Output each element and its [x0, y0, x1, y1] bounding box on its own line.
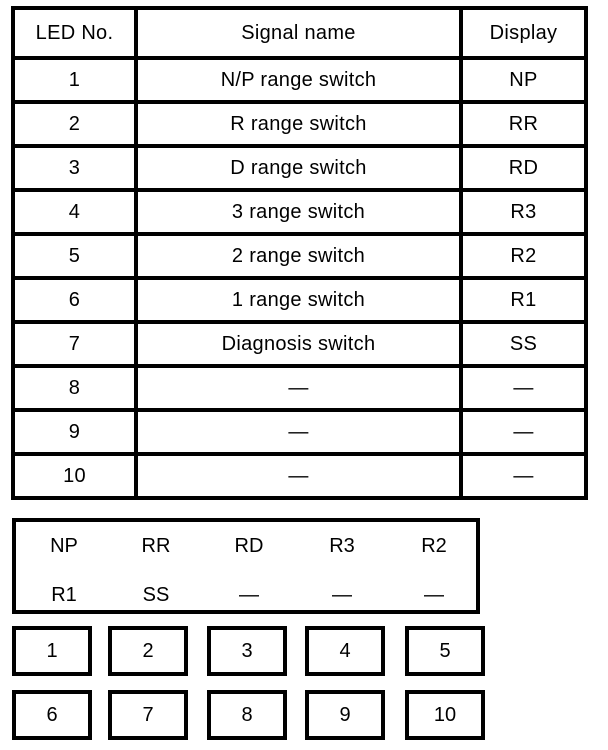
signal-name-cell: Diagnosis switch — [136, 322, 461, 366]
display-panel-label: — — [239, 584, 259, 606]
display-cell: — — [461, 410, 586, 454]
led-no-cell: 6 — [13, 278, 136, 322]
display-cell: NP — [461, 58, 586, 102]
led-box: 10 — [405, 690, 485, 740]
led-box: 1 — [12, 626, 92, 676]
header-led-no: LED No. — [13, 8, 136, 58]
display-panel-label: R2 — [421, 535, 447, 557]
display-panel-label: NP — [50, 535, 78, 557]
display-cell: R2 — [461, 234, 586, 278]
display-panel-label: — — [332, 584, 352, 606]
table-row — [13, 278, 586, 322]
led-no-cell: 1 — [13, 58, 136, 102]
signal-name-cell: — — [136, 454, 461, 498]
table-row — [13, 322, 586, 366]
led-no-cell: 7 — [13, 322, 136, 366]
led-no-cell: 2 — [13, 102, 136, 146]
led-box: 3 — [207, 626, 287, 676]
table-row — [13, 146, 586, 190]
display-cell: SS — [461, 322, 586, 366]
display-panel-label: SS — [142, 584, 170, 606]
display-panel-label: R3 — [329, 535, 355, 557]
led-box: 5 — [405, 626, 485, 676]
signal-name-cell: 1 range switch — [136, 278, 461, 322]
display-cell: R1 — [461, 278, 586, 322]
led-no-cell: 4 — [13, 190, 136, 234]
signal-name-cell: 3 range switch — [136, 190, 461, 234]
led-box: 6 — [12, 690, 92, 740]
led-no-cell: 10 — [13, 454, 136, 498]
led-no-cell: 5 — [13, 234, 136, 278]
table-row — [13, 234, 586, 278]
led-box: 4 — [305, 626, 385, 676]
display-cell: — — [461, 366, 586, 410]
table-row — [13, 366, 586, 410]
led-no-cell: 8 — [13, 366, 136, 410]
signal-name-cell: N/P range switch — [136, 58, 461, 102]
led-box: 2 — [108, 626, 188, 676]
signal-name-cell: — — [136, 410, 461, 454]
display-panel-label: — — [424, 584, 444, 606]
table-header-row — [13, 8, 586, 58]
led-box: 7 — [108, 690, 188, 740]
table-row — [13, 190, 586, 234]
header-display: Display — [461, 8, 586, 58]
display-cell: R3 — [461, 190, 586, 234]
display-cell: RR — [461, 102, 586, 146]
display-panel — [12, 518, 480, 614]
display-panel-label: RD — [234, 535, 264, 557]
signal-name-cell: D range switch — [136, 146, 461, 190]
display-cell: — — [461, 454, 586, 498]
led-signal-table — [11, 6, 588, 500]
signal-name-cell: 2 range switch — [136, 234, 461, 278]
signal-name-cell: — — [136, 366, 461, 410]
led-box: 9 — [305, 690, 385, 740]
display-cell: RD — [461, 146, 586, 190]
led-no-cell: 3 — [13, 146, 136, 190]
display-panel-label: R1 — [51, 584, 77, 606]
led-box: 8 — [207, 690, 287, 740]
table-row — [13, 102, 586, 146]
header-signal-name: Signal name — [136, 8, 461, 58]
table-row — [13, 58, 586, 102]
table-row — [13, 454, 586, 498]
display-panel-label: RR — [141, 535, 171, 557]
led-no-cell: 9 — [13, 410, 136, 454]
table-row — [13, 410, 586, 454]
signal-name-cell: R range switch — [136, 102, 461, 146]
